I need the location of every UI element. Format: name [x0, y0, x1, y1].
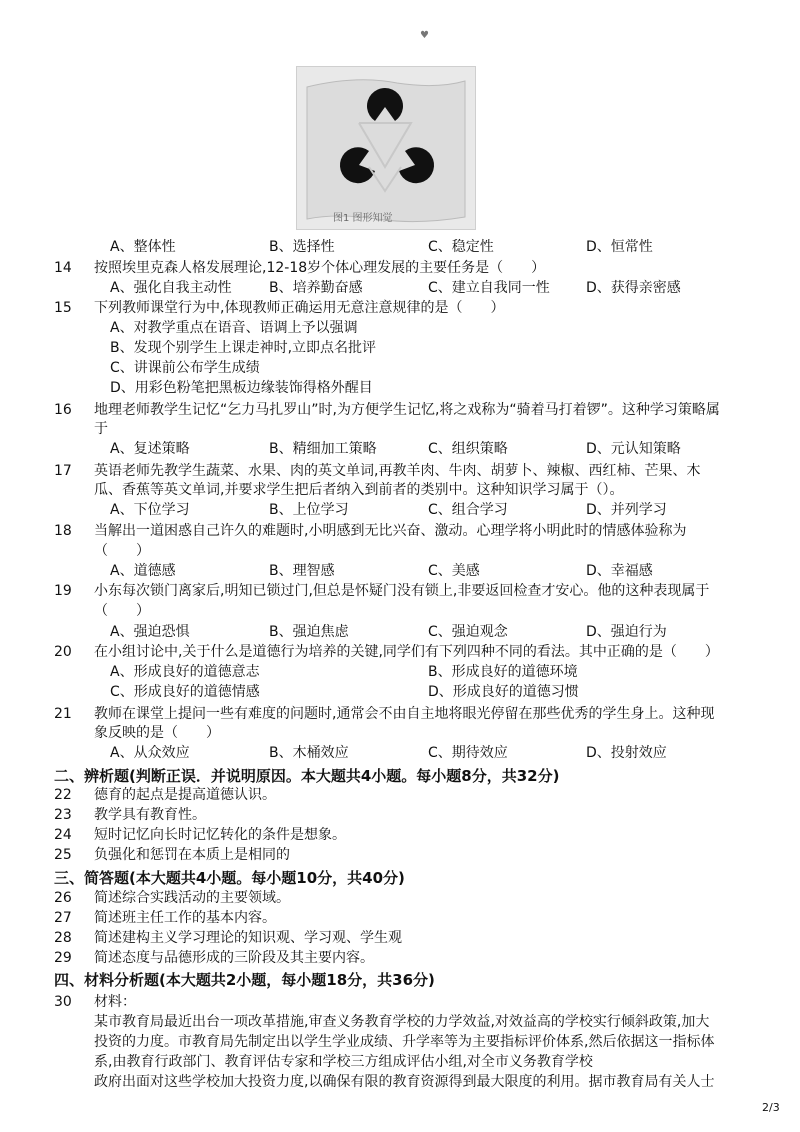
q17-option-d: D、并列学习	[586, 502, 667, 518]
q25-text: 负强化和惩罚在本质上是相同的	[94, 847, 290, 863]
q22-number: 22	[54, 787, 72, 803]
q18-option-b: B、理智感	[269, 563, 335, 579]
q18-text-line2: （ ）	[94, 543, 150, 559]
q21-text-line1: 教师在课堂上提问一些有难度的问题时,通常会不由自主地将眼光停留在那些优秀的学生身上。这种现	[94, 706, 715, 722]
q30-material-label: 材料：	[94, 994, 136, 1010]
q19-text-line2: （ ）	[94, 603, 150, 619]
q20-option-d: D、形成良好的道德习惯	[428, 684, 579, 700]
q13-option-d: D、恒常性	[586, 239, 653, 255]
top-mark: ♥	[420, 30, 429, 41]
q16-option-a: A、复述策略	[110, 441, 190, 457]
q18-option-c: C、美感	[428, 563, 480, 579]
q21-option-d: D、投射效应	[586, 745, 667, 761]
q13-option-a: A、整体性	[110, 239, 176, 255]
q21-option-c: C、期待效应	[428, 745, 508, 761]
q15-option-c: C、讲课前公布学生成绩	[110, 360, 260, 376]
q16-text-line2: 于	[94, 421, 108, 437]
section-heading-3: 三、简答题(本大题共4小题。每小题10分，共40分)	[54, 869, 405, 887]
q20-text: 在小组讨论中,关于什么是道德行为培养的关键,同学们有下列四种不同的看法。其中正确的是（ ）	[94, 644, 719, 660]
q15-option-b: B、发现个别学生上课走神时,立即点名批评	[110, 340, 377, 356]
q14-text: 按照埃里克森人格发展理论,12-18岁个体心理发展的主要任务是（ ）	[94, 260, 546, 276]
q18-number: 18	[54, 523, 72, 539]
q15-number: 15	[54, 300, 72, 316]
q23-text: 教学具有教育性。	[94, 807, 206, 823]
q30-material-line1: 某市教育局最近出台一项改革措施,审查义务教育学校的力学效益,对效益高的学校实行倾斜政策,加大	[94, 1014, 710, 1030]
q21-option-b: B、木桶效应	[269, 745, 349, 761]
q28-text: 简述建构主义学习理论的知识观、学习观、学生观	[94, 930, 402, 946]
q24-text: 短时记忆向长时记忆转化的条件是想象。	[94, 827, 346, 843]
q22-text: 德育的起点是提高道德认识。	[94, 787, 276, 803]
q15-text: 下列教师课堂行为中,体现教师正确运用无意注意规律的是（ ）	[94, 300, 505, 316]
q26-text: 简述综合实践活动的主要领域。	[94, 890, 290, 906]
q27-text: 简述班主任工作的基本内容。	[94, 910, 276, 926]
q19-text-line1: 小东每次锁门离家后,明知已锁过门,但总是怀疑门没有锁上,非要返回检查才安心。他的这种表现属于	[94, 583, 710, 599]
page-number: 2/3	[762, 1101, 780, 1114]
q16-option-d: D、元认知策略	[586, 441, 681, 457]
q14-option-c: C、建立自我同一性	[428, 280, 550, 296]
q14-option-d: D、获得亲密感	[586, 280, 681, 296]
q30-material-line2: 投资的力度。市教育局先制定出以学生学业成绩、升学率等为主要指标评价体系,然后依据这一指标体	[94, 1034, 715, 1050]
q27-number: 27	[54, 910, 72, 926]
q18-option-d: D、幸福感	[586, 563, 653, 579]
q20-option-b: B、形成良好的道德环境	[428, 664, 578, 680]
q30-material-line3: 系,由教育行政部门、教育评估专家和学校三方组成评估小组,对全市义务教育学校	[94, 1054, 593, 1070]
q16-text-line1: 地理老师教学生记忆“乞力马扎罗山”时,为方便学生记忆,将之戏称为“骑着马打着锣”。这种学习策略属	[94, 402, 720, 418]
q19-option-b: B、强迫焦虑	[269, 624, 349, 640]
q17-option-b: B、上位学习	[269, 502, 349, 518]
q28-number: 28	[54, 930, 72, 946]
section-heading-2: 二、辨析题(判断正误．并说明原因。本大题共4小题。每小题8分，共32分)	[54, 767, 560, 785]
q17-option-c: C、组合学习	[428, 502, 508, 518]
q17-option-a: A、下位学习	[110, 502, 190, 518]
q16-number: 16	[54, 402, 72, 418]
q17-text-line1: 英语老师先教学生蔬菜、水果、肉的英文单词,再教羊肉、牛肉、胡萝卜、辣椒、西红柿、芒果、木	[94, 463, 701, 479]
q30-material-line4: 政府出面对这些学校加大投资力度,以确保有限的教育资源得到最大限度的利用。据市教育局有关人士	[94, 1074, 715, 1090]
kanizsa-figure	[296, 66, 476, 230]
q13-option-c: C、稳定性	[428, 239, 494, 255]
q19-option-d: D、强迫行为	[586, 624, 667, 640]
figure-caption: 图1 图形知觉	[333, 213, 393, 224]
q20-number: 20	[54, 644, 72, 660]
q18-text-line1: 当解出一道困惑自己许久的难题时,小明感到无比兴奋、激动。心理学将小明此时的情感体验称为	[94, 523, 687, 539]
q23-number: 23	[54, 807, 72, 823]
q14-number: 14	[54, 260, 72, 276]
q19-option-a: A、强迫恐惧	[110, 624, 190, 640]
q15-option-a: A、对教学重点在语音、语调上予以强调	[110, 320, 358, 336]
q24-number: 24	[54, 827, 72, 843]
q19-option-c: C、强迫观念	[428, 624, 508, 640]
q17-number: 17	[54, 463, 72, 479]
q13-option-b: B、选择性	[269, 239, 335, 255]
q29-text: 简述态度与品德形成的三阶段及其主要内容。	[94, 950, 374, 966]
kanizsa-triangle-icon	[297, 67, 475, 229]
q21-text-line2: 象反映的是（ ）	[94, 725, 220, 741]
q21-number: 21	[54, 706, 72, 722]
q19-number: 19	[54, 583, 72, 599]
q20-option-a: A、形成良好的道德意志	[110, 664, 260, 680]
q18-option-a: A、道德感	[110, 563, 176, 579]
q16-option-b: B、精细加工策略	[269, 441, 377, 457]
q25-number: 25	[54, 847, 72, 863]
q26-number: 26	[54, 890, 72, 906]
section-heading-4: 四、材料分析题(本大题共2小题，每小题18分，共36分)	[54, 971, 435, 989]
q20-option-c: C、形成良好的道德情感	[110, 684, 260, 700]
q14-option-b: B、培养勤奋感	[269, 280, 363, 296]
q29-number: 29	[54, 950, 72, 966]
q17-text-line2: 瓜、香蕉等英文单词,并要求学生把后者纳入到前者的类别中。这种知识学习属于（）。	[94, 482, 624, 498]
q30-number: 30	[54, 994, 72, 1010]
q21-option-a: A、从众效应	[110, 745, 190, 761]
q15-option-d: D、用彩色粉笔把黑板边缘装饰得格外醒目	[110, 380, 373, 396]
q16-option-c: C、组织策略	[428, 441, 508, 457]
q14-option-a: A、强化自我主动性	[110, 280, 232, 296]
